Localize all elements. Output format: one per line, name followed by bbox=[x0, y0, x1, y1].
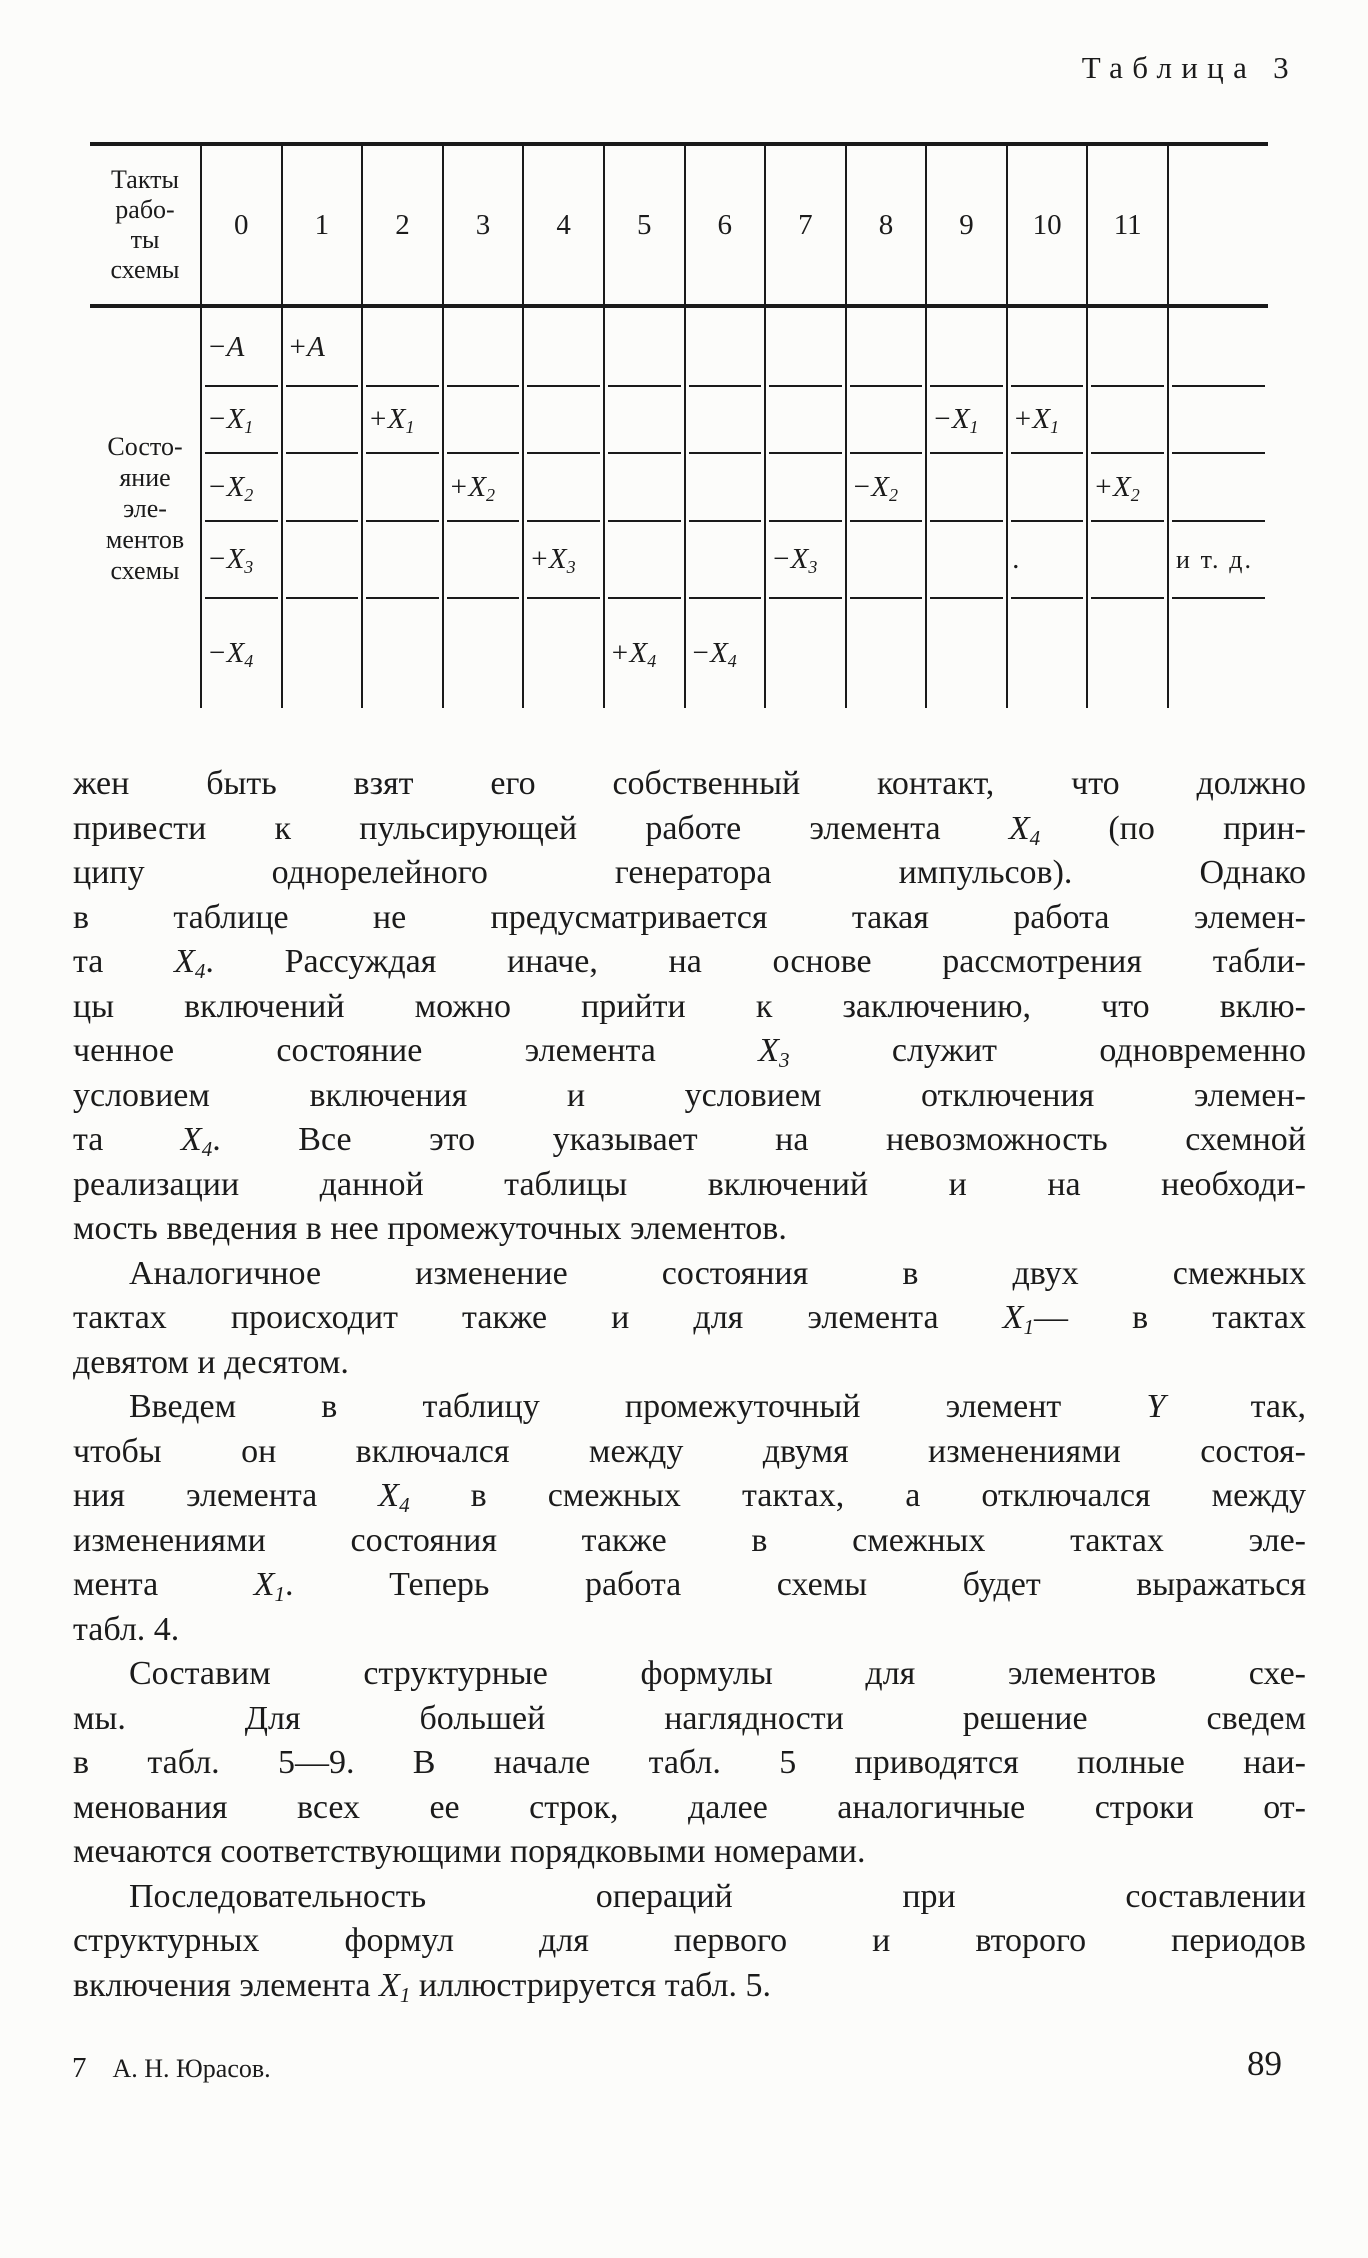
table-cell: + A bbox=[281, 308, 362, 386]
text-line: Введем в таблицу промежуточный элемент Y так, bbox=[129, 1388, 1306, 1425]
table-cell bbox=[281, 386, 362, 453]
text-line: реализации данной таблицы включений и на необходи- bbox=[73, 1165, 1306, 1203]
text-line: девятом и десятом. bbox=[73, 1343, 349, 1381]
corner-label-line: ты bbox=[130, 225, 160, 254]
column-header: 10 bbox=[1006, 146, 1087, 304]
text-line: ченное состояние элемента $X_3$ служит одновременно bbox=[73, 1032, 1307, 1072]
table-header-row bbox=[90, 146, 1268, 304]
text-line: та $X_4$. Все это указывает на невозможность схемной bbox=[73, 1121, 1306, 1161]
group-label-line: Состо- bbox=[107, 431, 183, 461]
text-line: мента $X_1$. Теперь работа схемы будет выражаться bbox=[73, 1566, 1306, 1606]
table-cell bbox=[522, 308, 603, 386]
text-line: включения элемента $X_1$ иллюстрируется табл. 5. bbox=[73, 1966, 771, 2007]
table-cell bbox=[603, 521, 684, 598]
table-cell bbox=[281, 453, 362, 521]
group-label-line: ментов bbox=[105, 524, 185, 554]
table-cell bbox=[281, 598, 362, 708]
table-cell bbox=[522, 386, 603, 453]
column-header: 8 bbox=[845, 146, 926, 304]
table-cell bbox=[1006, 598, 1087, 708]
table-cell bbox=[603, 386, 684, 453]
table-cell bbox=[1167, 453, 1268, 521]
text-line: условием включения и условием отключения элемен- bbox=[73, 1076, 1306, 1114]
table-cell bbox=[684, 308, 765, 386]
column-header: 2 bbox=[361, 146, 442, 304]
author-name: А. Н. Юрасов. bbox=[112, 2054, 271, 2083]
table-cell bbox=[1086, 598, 1167, 708]
table-cell bbox=[925, 453, 1006, 521]
text-line: мы. Для большей наглядности решение сведем bbox=[73, 1699, 1306, 1737]
table-cell bbox=[361, 598, 442, 708]
table-cell: + $X_2$ bbox=[442, 453, 523, 521]
text-line: ципу однорелейного генератора импульсов). Однако bbox=[73, 854, 1306, 891]
table-cell bbox=[603, 453, 684, 521]
table-cell: и т. д. bbox=[1167, 521, 1268, 598]
table-cell bbox=[442, 521, 523, 598]
text-line: менования всех ее строк, далее аналогичные строки от- bbox=[73, 1788, 1306, 1826]
text-line: табл. 4. bbox=[73, 1610, 180, 1648]
column-header: 11 bbox=[1086, 146, 1167, 304]
table-cell: . bbox=[1006, 521, 1087, 598]
table-cell bbox=[764, 453, 845, 521]
table-cell bbox=[684, 386, 765, 453]
table-cell bbox=[1086, 308, 1167, 386]
table-cell bbox=[361, 453, 442, 521]
table-cell bbox=[361, 308, 442, 386]
corner-label-line: Такты bbox=[111, 165, 179, 194]
footer bbox=[72, 2052, 271, 2085]
table-cell: − $X_2$ bbox=[845, 453, 926, 521]
table-cell bbox=[442, 598, 523, 708]
table-cell bbox=[1006, 308, 1087, 386]
group-label-line: схемы bbox=[110, 555, 180, 585]
table-body bbox=[90, 308, 1268, 708]
table-cell bbox=[442, 386, 523, 453]
table-cell: + $X_4$ bbox=[603, 598, 684, 708]
table-cell bbox=[281, 521, 362, 598]
column-header: 9 bbox=[925, 146, 1006, 304]
text-line: изменениями состояния также в смежных тактах эле- bbox=[73, 1521, 1306, 1559]
column-header-blank bbox=[1167, 146, 1268, 304]
text-line: тактах происходит также и для элемента $X_1—$ в тактах bbox=[73, 1299, 1306, 1339]
text-line: ния элемента $X_4$ в смежных тактах, а отключался между bbox=[73, 1477, 1306, 1517]
table-cell: − $X_4$ bbox=[684, 598, 765, 708]
column-header: 4 bbox=[522, 146, 603, 304]
table-cell: − $X_1$ bbox=[200, 386, 281, 453]
corner-label-line: схемы bbox=[110, 255, 180, 284]
table-cell bbox=[764, 386, 845, 453]
table-caption: Таблица 3 bbox=[1081, 50, 1298, 85]
table-cell: + $X_2$ bbox=[1086, 453, 1167, 521]
text-line: мость введения в нее промежуточных элементов. bbox=[73, 1210, 787, 1247]
table-cell bbox=[1086, 521, 1167, 598]
table-cell bbox=[764, 598, 845, 708]
switching-table bbox=[90, 142, 1268, 708]
table-cell bbox=[603, 308, 684, 386]
text-line: чтобы он включался между двумя изменениями состоя- bbox=[73, 1432, 1306, 1470]
table-cell bbox=[845, 308, 926, 386]
column-header: 1 bbox=[281, 146, 362, 304]
table-cell: − $X_3$ bbox=[764, 521, 845, 598]
table-cell bbox=[1167, 308, 1268, 386]
table-cell: + $X_1$ bbox=[1006, 386, 1087, 453]
column-header: 3 bbox=[442, 146, 523, 304]
table-cell bbox=[684, 521, 765, 598]
table-cell: + $X_3$ bbox=[522, 521, 603, 598]
table-cell: − A bbox=[200, 308, 281, 386]
signature-number: 7 bbox=[72, 2052, 87, 2084]
group-label-line: яние bbox=[119, 462, 171, 492]
text-line: структурных формул для первого и второго периодов bbox=[73, 1922, 1306, 1959]
table-cell bbox=[845, 386, 926, 453]
text-line: Последовательность операций при составлении bbox=[129, 1877, 1306, 1915]
state-group-label bbox=[90, 308, 200, 708]
text-line: привести к пульсирующей работе элемента $X_4$ (по прин- bbox=[73, 809, 1306, 850]
text-line: мечаются соответствующими порядковыми номерами. bbox=[73, 1833, 866, 1870]
table-cell bbox=[925, 521, 1006, 598]
table-cell bbox=[1006, 453, 1087, 521]
column-header: 6 bbox=[684, 146, 765, 304]
text-line: та $X_4$. Рассуждая иначе, на основе рассмотрения табли- bbox=[73, 943, 1307, 983]
table-cell bbox=[442, 308, 523, 386]
body-text bbox=[73, 762, 1306, 2008]
table-cell bbox=[1167, 386, 1268, 453]
table-cell bbox=[1086, 386, 1167, 453]
table-cell: − $X_4$ bbox=[200, 598, 281, 708]
table-cell bbox=[925, 308, 1006, 386]
table-cell: − $X_1$ bbox=[925, 386, 1006, 453]
table-cell bbox=[361, 521, 442, 598]
table-cell bbox=[764, 308, 845, 386]
text-line: Аналогичное изменение состояния в двух смежных bbox=[129, 1254, 1306, 1292]
text-line: жен быть взят его собственный контакт, что должно bbox=[73, 765, 1306, 802]
page-number: 89 bbox=[1247, 2044, 1282, 2083]
table-cell bbox=[845, 521, 926, 598]
column-header: 0 bbox=[200, 146, 281, 304]
table-cell bbox=[684, 453, 765, 521]
text-line: Составим структурные формулы для элементов схе- bbox=[129, 1655, 1306, 1692]
text-line: в табл. 5—9. В начале табл. 5 приводятся полные наи- bbox=[73, 1744, 1306, 1781]
table-cell: − $X_2$ bbox=[200, 453, 281, 521]
corner-label-line: рабо- bbox=[115, 195, 175, 224]
column-header: 5 bbox=[603, 146, 684, 304]
table-cell bbox=[522, 598, 603, 708]
table-cell bbox=[522, 453, 603, 521]
table-cell bbox=[845, 598, 926, 708]
text-line: в таблице не предусматривается такая работа элемен- bbox=[73, 898, 1306, 936]
table-corner-label bbox=[90, 146, 200, 304]
table-cell: − $X_3$ bbox=[200, 521, 281, 598]
table-cell: + $X_1$ bbox=[361, 386, 442, 453]
text-line: цы включений можно прийти к заключению, что вклю- bbox=[73, 987, 1306, 1025]
table-cell bbox=[1167, 598, 1268, 708]
table-cell bbox=[925, 598, 1006, 708]
group-label-line: эле- bbox=[123, 493, 167, 523]
column-header: 7 bbox=[764, 146, 845, 304]
